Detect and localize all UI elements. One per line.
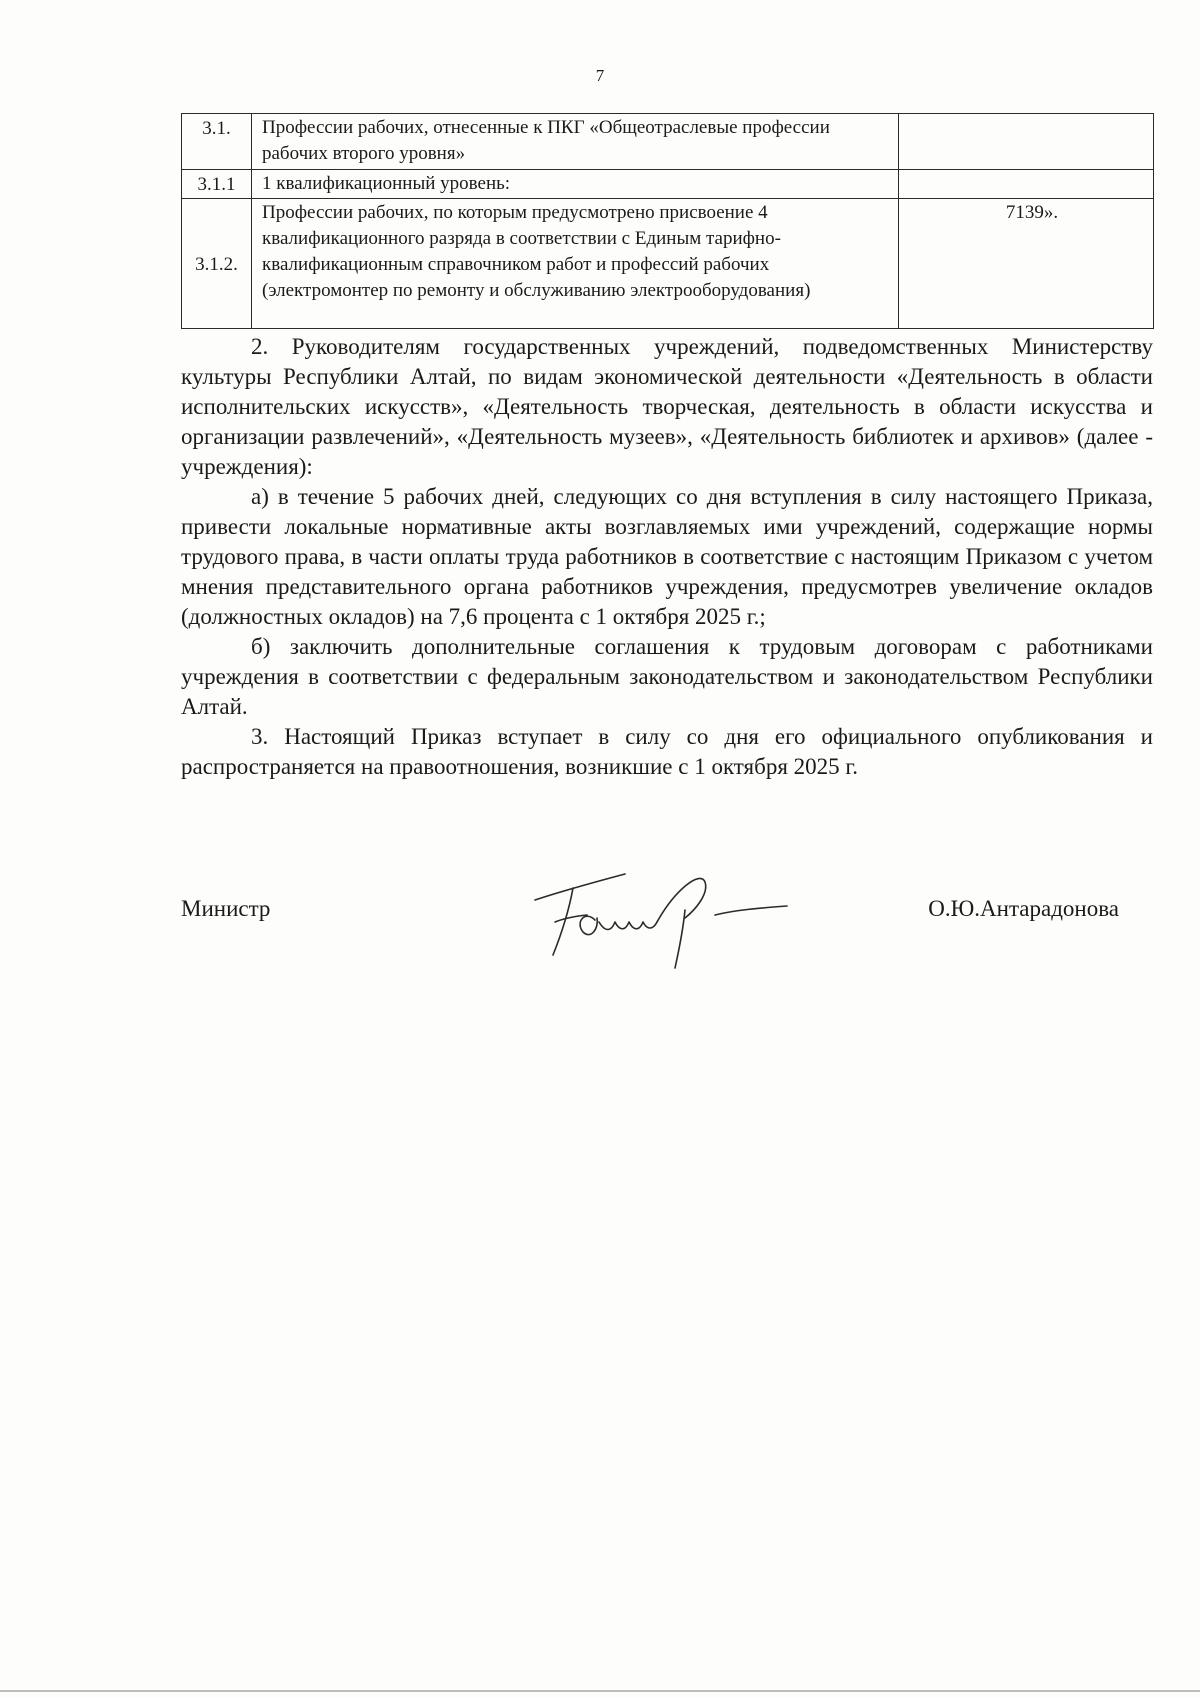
signer-title: Министр [181, 896, 271, 921]
row-code [899, 114, 1154, 170]
row-code [899, 170, 1154, 199]
page-bottom-edge [0, 1690, 1200, 1692]
order-text [181, 332, 1153, 782]
page-number: 7 [595, 66, 605, 85]
paragraph-2a: а) в течение 5 рабочих дней, следующих со дня вступления в силу настоящего Приказа, привести локальные нормативные акты возглавляемых ими учреждений, содержащие нормы трудового права, в части оплаты труда работников в соответствие с настоящим Приказом с учетом мнения представительного органа работников учреждения, предусмотрев увеличение окладов (должностных окладов) на 7,6 процента с 1 октября 2025 г.; [181, 484, 1153, 629]
paragraph-3: 3. Настоящий Приказ вступает в силу со дня его официального опубликования и распространяется на правоотношения, возникшие с 1 октября 2025 г. [181, 724, 1153, 779]
row-number: 3.1.1 [182, 170, 252, 199]
row-text: Профессии рабочих, отнесенные к ПКГ «Общеотраслевые профессии рабочих второго уровня» [252, 114, 899, 170]
paragraph-2: 2. Руководителям государственных учреждений, подведомственных Министерству культуры Республики Алтай, по видам экономической деятельности «Деятельность в области исполнительских искусств», «Деятельность творческая, деятельность в области искусства и организации развлечений», «Деятельность музеев», «Деятельность библиотек и архивов» (далее - учреждения): [181, 334, 1153, 479]
handwritten-signature [525, 860, 795, 970]
signer-name: О.Ю.Антарадонова [928, 896, 1119, 921]
professions-table [181, 113, 1154, 329]
row-number: 3.1.2. [182, 199, 252, 329]
row-code: 7139». [899, 199, 1154, 329]
paragraph-2b: б) заключить дополнительные соглашения к трудовым договорам с работниками учреждения в соответствии с федеральным законодательством и законодательством Республики Алтай. [181, 634, 1153, 719]
row-text: 1 квалификационный уровень: [252, 170, 899, 199]
table-row [182, 114, 1154, 170]
row-text: Профессии рабочих, по которым предусмотрено присвоение 4 квалификационного разряда в соответствии с Единым тарифно-квалификационным справочником работ и профессий рабочих (электромонтер по ремонту и обслуживанию электрооборудования) [252, 199, 899, 329]
row-number: 3.1. [182, 114, 252, 170]
table-row [182, 170, 1154, 199]
table-row [182, 199, 1154, 329]
